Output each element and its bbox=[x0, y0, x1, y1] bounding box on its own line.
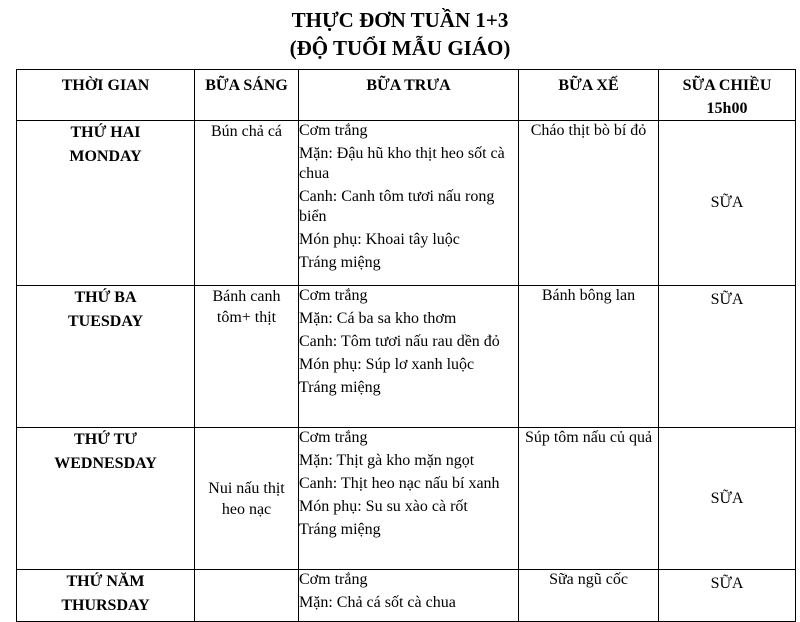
lunch-cell bbox=[299, 570, 519, 622]
breakfast-cell: Bánh canh tôm+ thịt bbox=[195, 286, 299, 428]
header-milk-label: SỮA CHIỀU bbox=[682, 77, 772, 94]
day-name-en: THURSDAY bbox=[61, 597, 150, 614]
table-row bbox=[17, 570, 796, 622]
lunch-cell bbox=[299, 121, 519, 286]
header-afternoon-milk bbox=[659, 70, 796, 121]
breakfast-cell: Bún chả cá bbox=[195, 121, 299, 286]
snack-cell: Bánh bông lan bbox=[519, 286, 659, 428]
lunch-item: Cơm trắng bbox=[299, 122, 368, 139]
day-cell bbox=[17, 428, 195, 570]
lunch-item: Cơm trắng bbox=[299, 571, 368, 588]
lunch-item: Canh: Canh tôm tươi nấu rong biển bbox=[299, 188, 495, 225]
lunch-item: Món phụ: Khoai tây luộc bbox=[299, 231, 460, 248]
day-name-en: TUESDAY bbox=[68, 313, 143, 330]
milk-cell: SỮA bbox=[659, 286, 796, 428]
day-name-en: MONDAY bbox=[69, 148, 142, 165]
lunch-item: Canh: Thịt heo nạc nấu bí xanh bbox=[299, 475, 500, 492]
header-lunch: BỮA TRƯA bbox=[299, 70, 519, 121]
lunch-item: Tráng miệng bbox=[299, 379, 381, 396]
milk-cell: SỮA bbox=[659, 121, 796, 286]
day-name-en: WEDNESDAY bbox=[54, 455, 157, 472]
header-breakfast: BỮA SÁNG bbox=[195, 70, 299, 121]
header-snack: BỮA XẾ bbox=[519, 70, 659, 121]
lunch-item: Món phụ: Su su xào cà rốt bbox=[299, 498, 468, 515]
lunch-item: Mặn: Thịt gà kho mặn ngọt bbox=[299, 452, 475, 469]
title-block bbox=[0, 0, 800, 68]
snack-cell: Sữa ngũ cốc bbox=[519, 570, 659, 622]
table-row bbox=[17, 286, 796, 428]
milk-cell: SỮA bbox=[659, 570, 796, 622]
snack-cell: Cháo thịt bò bí đỏ bbox=[519, 121, 659, 286]
day-name-vi: THỨ TƯ bbox=[74, 431, 137, 448]
day-cell bbox=[17, 286, 195, 428]
day-cell bbox=[17, 121, 195, 286]
lunch-item: Tráng miệng bbox=[299, 521, 381, 538]
weekly-menu-table bbox=[16, 69, 796, 622]
day-name-vi: THỨ HAI bbox=[70, 124, 141, 141]
menu-subtitle: (ĐỘ TUỔI MẪU GIÁO) bbox=[289, 36, 511, 60]
day-name-vi: THỨ BA bbox=[74, 289, 137, 306]
table-row bbox=[17, 428, 796, 570]
day-cell bbox=[17, 570, 195, 622]
lunch-item: Tráng miệng bbox=[299, 254, 381, 271]
lunch-item: Cơm trắng bbox=[299, 287, 368, 304]
header-milk-time: 15h00 bbox=[706, 100, 748, 117]
snack-cell: Súp tôm nấu củ quả bbox=[519, 428, 659, 570]
menu-title: THỰC ĐƠN TUẦN 1+3 bbox=[291, 8, 509, 32]
lunch-cell bbox=[299, 286, 519, 428]
header-time: THỜI GIAN bbox=[17, 70, 195, 121]
breakfast-cell bbox=[195, 570, 299, 622]
lunch-cell bbox=[299, 428, 519, 570]
lunch-item: Mặn: Chả cá sốt cà chua bbox=[299, 594, 456, 611]
lunch-item: Mặn: Đậu hũ kho thịt heo sốt cà chua bbox=[299, 145, 505, 182]
lunch-item: Mặn: Cá ba sa kho thơm bbox=[299, 310, 457, 327]
table-header-row bbox=[17, 70, 796, 121]
breakfast-cell: Nui nấu thịt heo nạc bbox=[195, 428, 299, 570]
milk-cell: SỮA bbox=[659, 428, 796, 570]
table-row bbox=[17, 121, 796, 286]
lunch-item: Cơm trắng bbox=[299, 429, 368, 446]
day-name-vi: THỨ NĂM bbox=[66, 573, 145, 590]
lunch-item: Món phụ: Súp lơ xanh luộc bbox=[299, 356, 475, 373]
lunch-item: Canh: Tôm tươi nấu rau dền đỏ bbox=[299, 333, 500, 350]
